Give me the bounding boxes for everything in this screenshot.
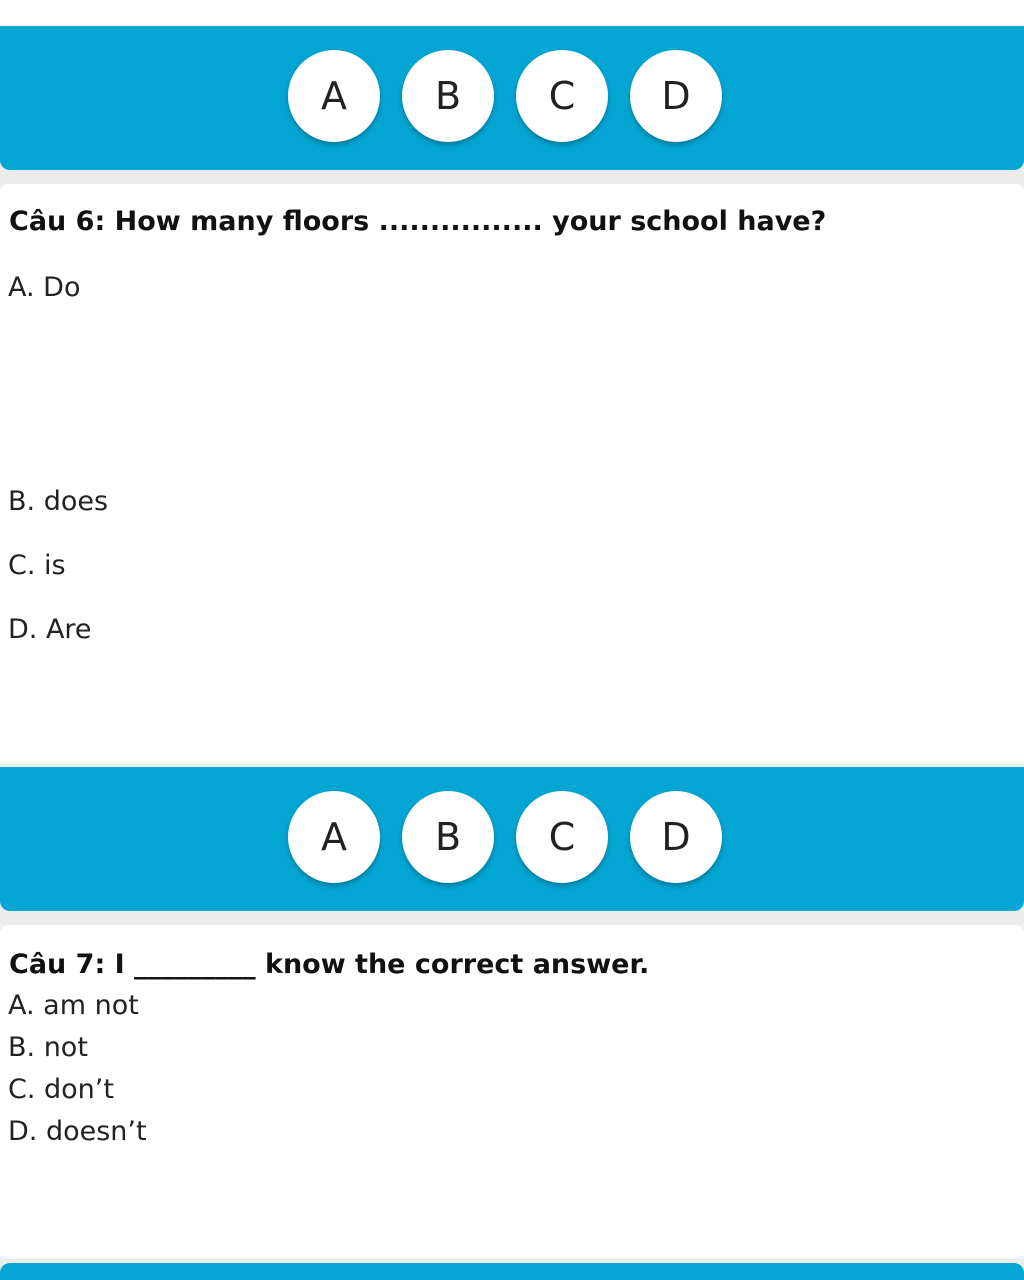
option-c[interactable]: C. don’t	[8, 1074, 114, 1105]
choice-button-b[interactable]: B	[402, 50, 494, 142]
option-a[interactable]: A. am not	[8, 990, 139, 1021]
top-strip	[0, 0, 1024, 26]
option-a[interactable]: A. Do	[8, 272, 81, 303]
choice-button-d[interactable]: D	[630, 791, 722, 883]
choice-button-c[interactable]: C	[516, 50, 608, 142]
answer-bar-3-partial	[0, 1263, 1024, 1280]
option-c[interactable]: C. is	[8, 550, 66, 581]
choice-button-a[interactable]: A	[288, 50, 380, 142]
question-text: Câu 7: I _________ know the correct answer.	[9, 949, 650, 980]
answer-bar-1	[0, 26, 1024, 170]
answer-bar-2	[0, 767, 1024, 911]
choice-button-b[interactable]: B	[402, 791, 494, 883]
question-text: Câu 6: How many floors ................ your school have?	[9, 206, 827, 237]
question-card-7	[0, 925, 1024, 1259]
choice-button-c[interactable]: C	[516, 791, 608, 883]
choice-button-d[interactable]: D	[630, 50, 722, 142]
choice-button-a[interactable]: A	[288, 791, 380, 883]
option-d[interactable]: D. doesn’t	[8, 1116, 147, 1147]
question-card-6	[0, 184, 1024, 764]
option-b[interactable]: B. does	[8, 486, 109, 517]
option-d[interactable]: D. Are	[8, 614, 92, 645]
option-b[interactable]: B. not	[8, 1032, 88, 1063]
